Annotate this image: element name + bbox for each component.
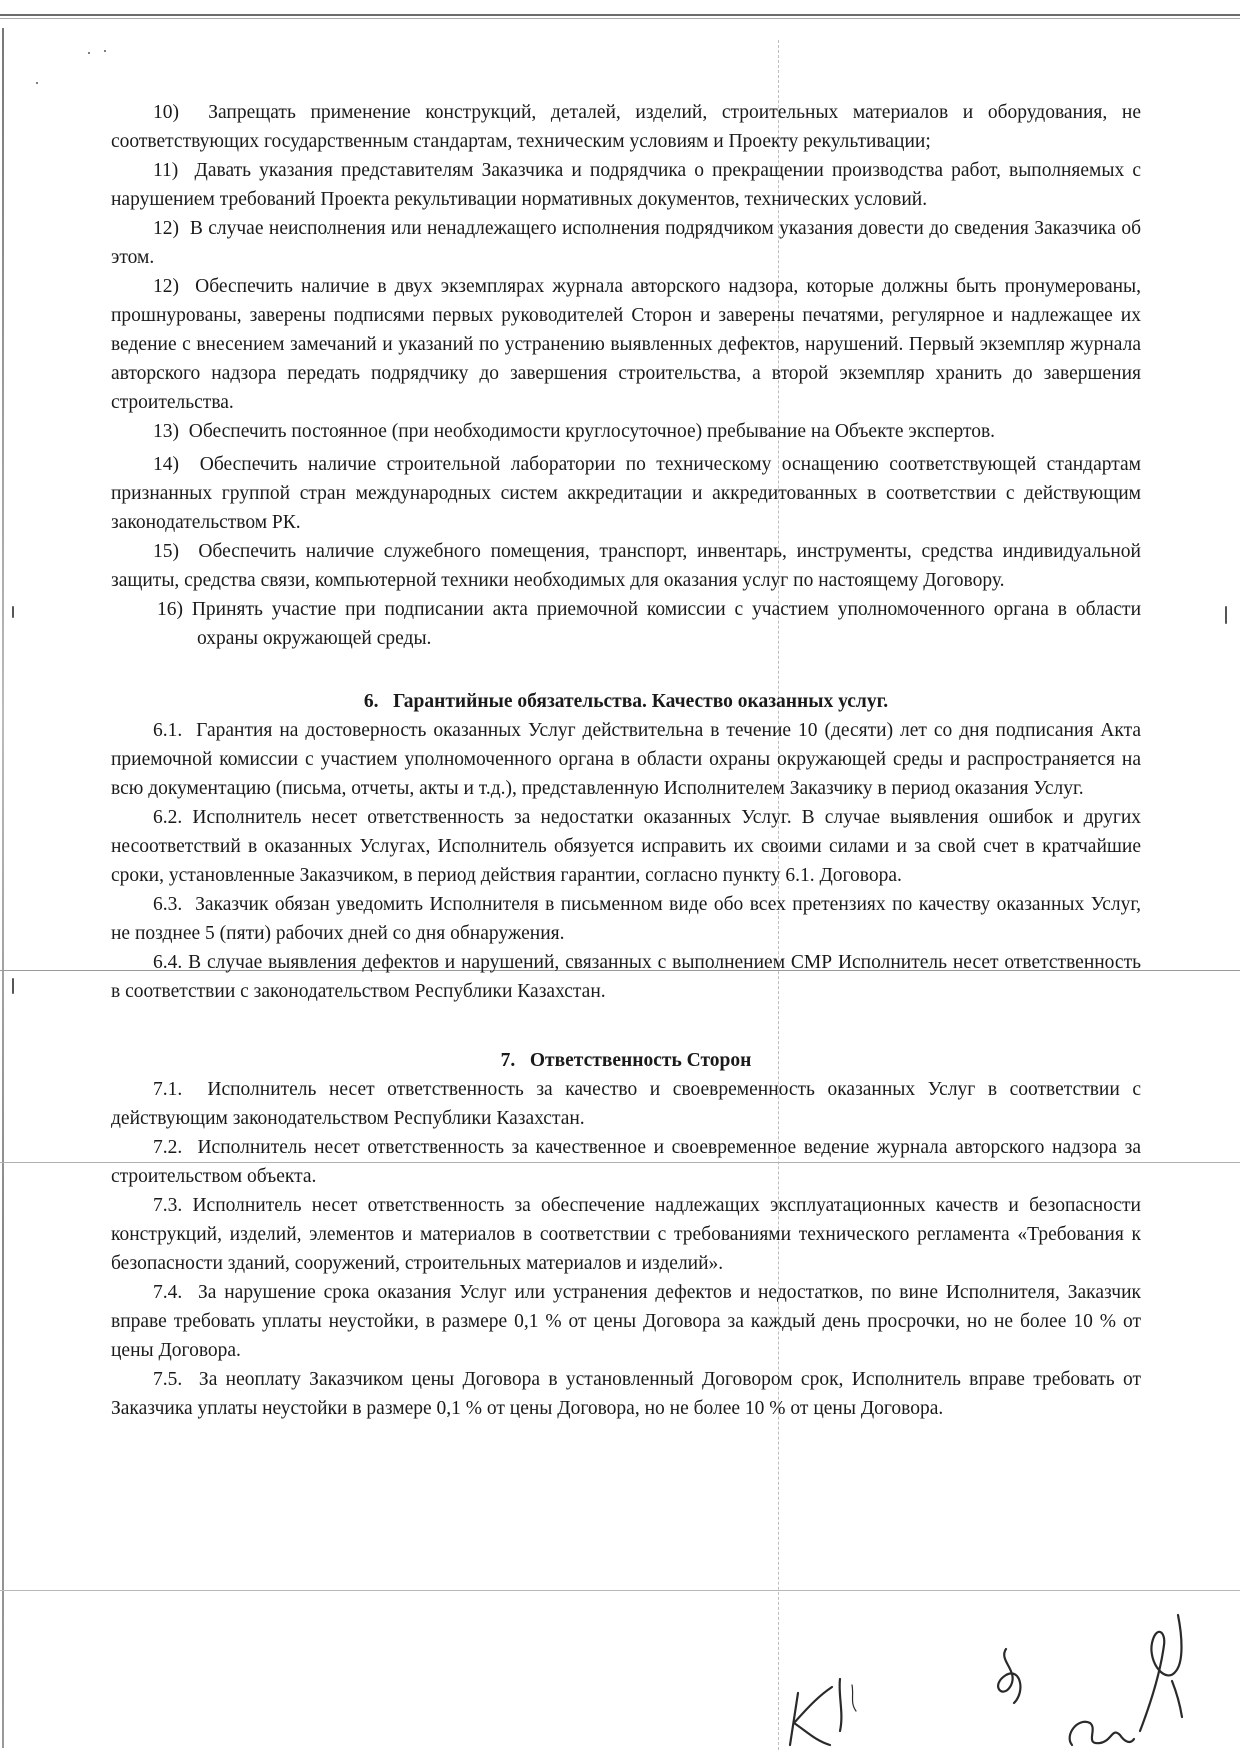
clause-text: Исполнитель несет ответственность за обеспечение надлежащих эксплуатационных качеств и безопасности конструкций, изделий, элементов и материалов в соответствии с требованиями технического регламента «Требования к безопасности зданий, сооружений, строительных материалов и изделий». bbox=[111, 1195, 1141, 1274]
item-text: В случае неисполнения или ненадлежащего исполнения подрядчиком указания довести до сведения Заказчика об этом. bbox=[111, 218, 1141, 268]
item-text: Обеспечить наличие служебного помещения, транспорт, инвентарь, инструменты, средства индивидуальной защиты, средства связи, компьютерной техники необходимых для оказания услуг по настоящему Договору. bbox=[111, 541, 1141, 591]
scan-border-top-inner bbox=[0, 18, 1240, 19]
signature-initials bbox=[720, 1595, 1240, 1755]
scan-border-top bbox=[0, 14, 1240, 16]
item-text: Обеспечить постоянное (при необходимости круглосуточное) пребывание на Объекте экспертов. bbox=[188, 421, 996, 442]
scan-speck bbox=[104, 50, 106, 52]
clause bbox=[111, 1191, 1141, 1278]
clause-text: Исполнитель несет ответственность за качественное и своевременное ведение журнала авторского надзора за строительством объекта. bbox=[111, 1137, 1141, 1187]
item-text: Обеспечить наличие в двух экземплярах журнала авторского надзора, которые должны быть пронумерованы, прошнурованы, заверены подписями первых руководителей Сторон и заверены печатями, регулярное и надлежащее их ведение с внесением замечаний и указаний по устранению выявленных дефектов, нарушений. Первый экземпляр журнала авторского надзора передать подрядчику до завершения строительства, а второй экземпляр хранить до завершения строительства. bbox=[111, 276, 1142, 413]
clause-number: 7.5. bbox=[153, 1369, 183, 1390]
clause-text: За нарушение срока оказания Услуг или устранения дефектов и недостатков, по вине Исполнителя, Заказчик вправе требовать уплаты неустойки, в размере 0,1 % от цены Договора за каждый день просрочки, но не более 10 % от цены Договора. bbox=[111, 1282, 1141, 1361]
clause bbox=[111, 803, 1141, 890]
item-number: 13) bbox=[153, 421, 179, 442]
clause bbox=[111, 890, 1141, 948]
list-item bbox=[111, 595, 1141, 653]
section-heading: 7. Ответственность Сторон bbox=[500, 1050, 752, 1071]
list-item bbox=[111, 417, 1141, 446]
list-item bbox=[111, 450, 1141, 537]
scan-speck bbox=[12, 978, 14, 994]
clause-text: Заказчик обязан уведомить Исполнителя в письменном виде обо всех претензиях по качеству оказанных Услуг, не позднее 5 (пяти) рабочих дней со дня обнаружения. bbox=[111, 894, 1142, 944]
item-number: 14) bbox=[153, 454, 179, 475]
spacer bbox=[111, 1006, 1141, 1046]
clause-number: 7.1. bbox=[153, 1079, 183, 1100]
scan-speck bbox=[88, 52, 90, 54]
document-body bbox=[111, 98, 1141, 1423]
clause-number: 6.1. bbox=[153, 720, 183, 741]
section-heading: 6. Гарантийные обязательства. Качество оказанных услуг. bbox=[363, 691, 889, 712]
item-text: Запрещать применение конструкций, деталей, изделий, строительных материалов и оборудования, не соответствующих государственным стандартам, техническим условиям и Проекту рекультивации; bbox=[111, 102, 1141, 152]
item-number: 15) bbox=[153, 541, 179, 562]
item-text: Принять участие при подписании акта приемочной комиссии с участием уполномоченного органа в области охраны окружающей среды. bbox=[191, 599, 1142, 649]
item-number: 10) bbox=[153, 102, 179, 123]
clause bbox=[111, 716, 1141, 803]
item-text: Обеспечить наличие строительной лаборатории по техническому оснащению соответствующей стандартам признанных группой стран международных систем аккредитации и аккредитованных в соответствии с действующим законодательством РК. bbox=[111, 454, 1141, 533]
item-number: 12) bbox=[153, 218, 179, 239]
clause bbox=[111, 1278, 1141, 1365]
clause-number: 6.2. bbox=[153, 807, 183, 828]
list-item bbox=[111, 272, 1141, 417]
clause bbox=[111, 1075, 1141, 1133]
item-number: 12) bbox=[153, 276, 179, 297]
clause-number: 7.2. bbox=[153, 1137, 183, 1158]
clause-text: Гарантия на достоверность оказанных Услуг действительна в течение 10 (десяти) лет со дня подписания Акта приемочной комиссии с участием уполномоченного органа в области охраны окружающей среды и распространяется на всю документацию (письма, отчеты, акты и т.д.), представленную Исполнителем Заказчику в период оказания Услуг. bbox=[111, 720, 1141, 799]
clause bbox=[111, 948, 1141, 1006]
list-item bbox=[111, 214, 1141, 272]
item-number: 11) bbox=[153, 160, 179, 181]
list-item bbox=[111, 156, 1141, 214]
list-item bbox=[111, 537, 1141, 595]
spacer bbox=[111, 653, 1141, 687]
clause-text: Исполнитель несет ответственность за недостатки оказанных Услуг. В случае выявления ошибок и других несоответствий в оказанных Услугах, Исполнитель обязуется исправить их своими силами и за свой счет в кратчайшие сроки, установленные Заказчиком, в период действия гарантии, согласно пункту 6.1. Договора. bbox=[111, 807, 1142, 886]
scan-border-left bbox=[2, 28, 4, 1748]
scan-speck bbox=[1225, 606, 1227, 624]
clause-number: 7.4. bbox=[153, 1282, 183, 1303]
clause-number: 7.3. bbox=[153, 1195, 183, 1216]
item-text: Давать указания представителям Заказчика и подрядчика о прекращении производства работ, выполняемых с нарушением требований Проекта рекультивации нормативных документов, технических условий. bbox=[111, 160, 1141, 210]
clause-number: 6.3. bbox=[153, 894, 183, 915]
clause bbox=[111, 1133, 1141, 1191]
list-item bbox=[111, 98, 1141, 156]
scan-line bbox=[0, 1590, 1240, 1591]
clause-text: В случае выявления дефектов и нарушений, связанных с выполнением СМР Исполнитель несет ответственность в соответствии с законодательством Республики Казахстан. bbox=[111, 952, 1141, 1002]
clause bbox=[111, 1365, 1141, 1423]
clause-text: Исполнитель несет ответственность за качество и своевременность оказанных Услуг в соответствии с действующим законодательством Республики Казахстан. bbox=[111, 1079, 1141, 1129]
item-number: 16) bbox=[157, 599, 183, 620]
scan-speck bbox=[12, 606, 14, 618]
clause-number: 6.4. bbox=[153, 952, 183, 973]
scan-speck bbox=[36, 82, 38, 84]
clause-text: За неоплату Заказчиком цены Договора в установленный Договором срок, Исполнитель вправе требовать от Заказчика уплаты неустойки в размере 0,1 % от цены Договора, но не более 10 % от цены Договора. bbox=[111, 1369, 1141, 1419]
